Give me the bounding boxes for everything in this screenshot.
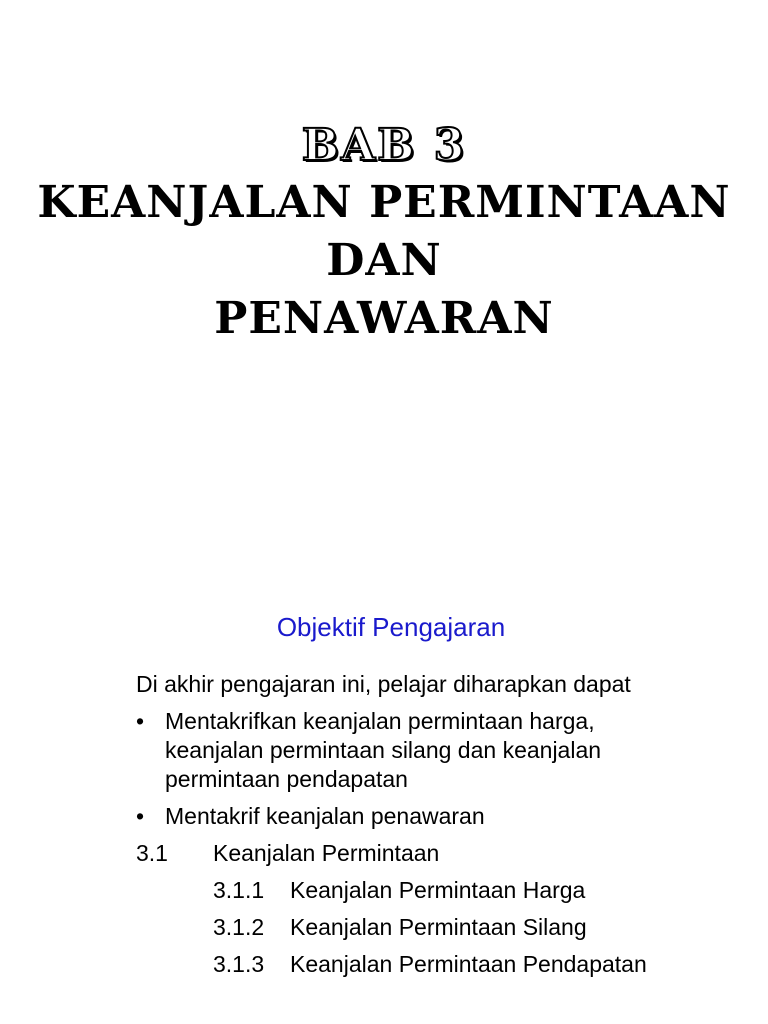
subsection-text: Keanjalan Permintaan Harga xyxy=(290,877,586,903)
bullet-icon: • xyxy=(136,708,145,734)
chapter-title-line-1: KEANJALAN PERMINTAAN xyxy=(37,177,731,228)
subsection-number: 3.1.1 xyxy=(213,877,265,903)
subsection-text: Keanjalan Permintaan Pendapatan xyxy=(290,951,647,977)
objective-bullet xyxy=(136,802,696,831)
chapter-title-line-3: PENAWARAN xyxy=(214,293,554,344)
section-text: Keanjalan Permintaan xyxy=(213,840,440,866)
objective-bullet xyxy=(136,707,696,794)
objective-intro: Di akhir pengajaran ini, pelajar diharapkan dapat xyxy=(136,671,631,697)
chapter-number: BAB 3 xyxy=(301,120,467,171)
objective-heading: Objektif Pengajaran xyxy=(276,612,506,642)
objective-bullet-text: Mentakrif keanjalan penawaran xyxy=(165,803,485,829)
bullet-icon: • xyxy=(136,803,145,829)
section-item xyxy=(136,839,696,868)
chapter-title-line-2: DAN xyxy=(326,235,442,286)
subsection-number: 3.1.3 xyxy=(213,951,265,977)
subsection-number: 3.1.2 xyxy=(213,914,265,940)
subsection-text: Keanjalan Permintaan Silang xyxy=(290,914,587,940)
subsection-item xyxy=(136,913,696,942)
subsection-item xyxy=(136,950,696,979)
title-block xyxy=(0,118,768,348)
section-number: 3.1 xyxy=(136,840,168,866)
objective-body xyxy=(136,670,696,987)
subsection-item xyxy=(136,876,696,905)
objective-bullet-text: Mentakrifkan keanjalan permintaan harga, keanjalan permintaan silang dan keanjalan permintaan pendapatan xyxy=(165,708,602,792)
